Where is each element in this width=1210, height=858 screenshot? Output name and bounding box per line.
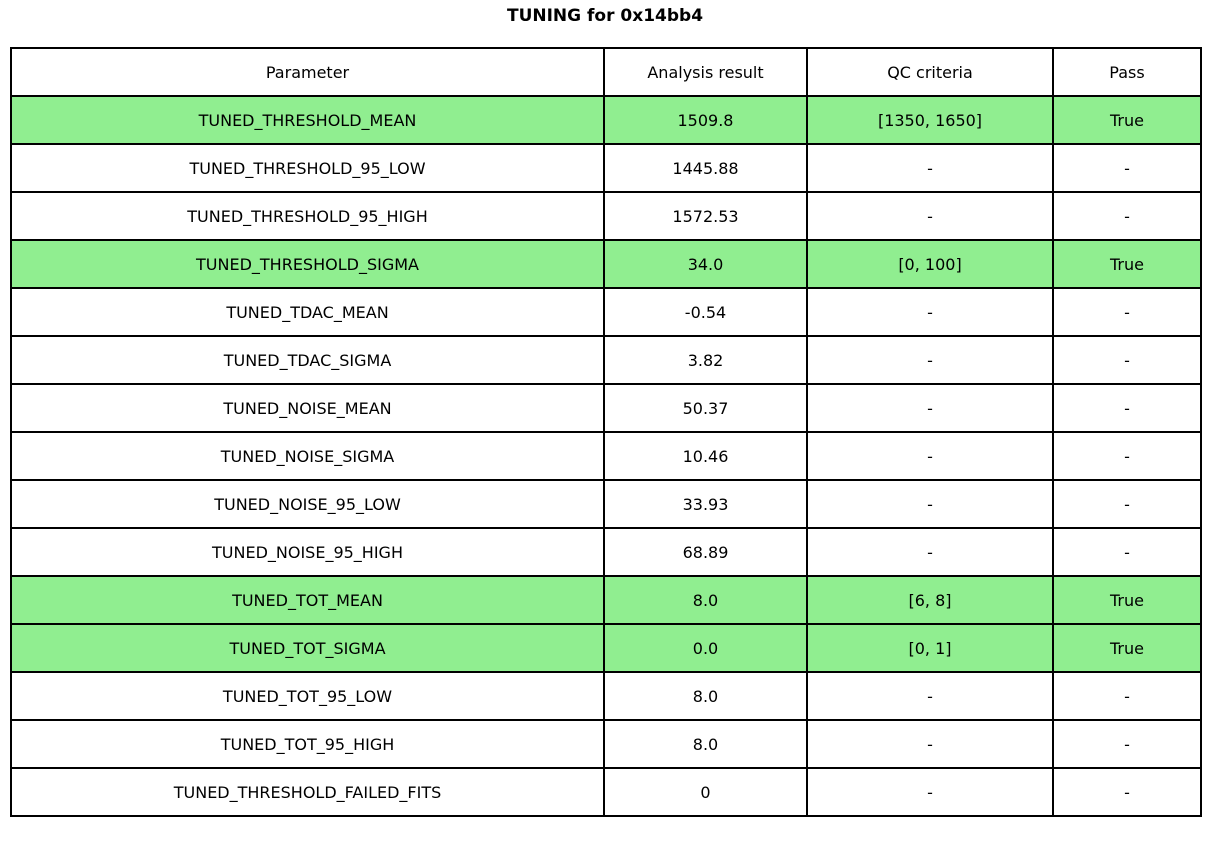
cell-parameter: TUNED_NOISE_MEAN [11, 384, 604, 432]
cell-criteria: - [807, 336, 1053, 384]
cell-result: 34.0 [604, 240, 807, 288]
cell-parameter: TUNED_THRESHOLD_FAILED_FITS [11, 768, 604, 816]
cell-result: -0.54 [604, 288, 807, 336]
cell-pass: - [1053, 672, 1201, 720]
cell-pass: - [1053, 144, 1201, 192]
cell-criteria: - [807, 384, 1053, 432]
table-row [11, 576, 1201, 624]
cell-parameter: TUNED_TOT_95_LOW [11, 672, 604, 720]
table-row [11, 624, 1201, 672]
cell-result: 8.0 [604, 720, 807, 768]
column-header-qc-criteria: QC criteria [807, 48, 1053, 96]
cell-criteria: - [807, 672, 1053, 720]
cell-parameter: TUNED_TOT_SIGMA [11, 624, 604, 672]
cell-criteria: - [807, 480, 1053, 528]
cell-pass: - [1053, 768, 1201, 816]
cell-result: 1572.53 [604, 192, 807, 240]
cell-pass: - [1053, 528, 1201, 576]
table-row [11, 144, 1201, 192]
cell-result: 68.89 [604, 528, 807, 576]
cell-criteria: - [807, 432, 1053, 480]
cell-criteria: - [807, 528, 1053, 576]
cell-result: 8.0 [604, 576, 807, 624]
cell-pass: True [1053, 240, 1201, 288]
cell-pass: - [1053, 336, 1201, 384]
cell-parameter: TUNED_TDAC_MEAN [11, 288, 604, 336]
qc-table [10, 47, 1202, 817]
cell-pass: - [1053, 288, 1201, 336]
cell-result: 33.93 [604, 480, 807, 528]
cell-result: 1509.8 [604, 96, 807, 144]
cell-parameter: TUNED_TOT_MEAN [11, 576, 604, 624]
cell-criteria: - [807, 768, 1053, 816]
cell-criteria: - [807, 288, 1053, 336]
cell-pass: - [1053, 384, 1201, 432]
cell-criteria: [0, 1] [807, 624, 1053, 672]
cell-result: 10.46 [604, 432, 807, 480]
column-header-parameter: Parameter [11, 48, 604, 96]
table-row [11, 672, 1201, 720]
cell-result: 50.37 [604, 384, 807, 432]
cell-parameter: TUNED_NOISE_95_LOW [11, 480, 604, 528]
table-row [11, 240, 1201, 288]
cell-pass: - [1053, 480, 1201, 528]
table-row [11, 432, 1201, 480]
cell-parameter: TUNED_THRESHOLD_95_LOW [11, 144, 604, 192]
table-row [11, 720, 1201, 768]
cell-result: 1445.88 [604, 144, 807, 192]
cell-result: 8.0 [604, 672, 807, 720]
cell-result: 0.0 [604, 624, 807, 672]
cell-criteria: [6, 8] [807, 576, 1053, 624]
cell-pass: - [1053, 432, 1201, 480]
table-header-row [11, 48, 1201, 96]
table-row [11, 528, 1201, 576]
cell-criteria: [0, 100] [807, 240, 1053, 288]
table-row [11, 96, 1201, 144]
cell-parameter: TUNED_NOISE_95_HIGH [11, 528, 604, 576]
cell-pass: - [1053, 720, 1201, 768]
cell-parameter: TUNED_THRESHOLD_SIGMA [11, 240, 604, 288]
cell-pass: True [1053, 624, 1201, 672]
table-row [11, 480, 1201, 528]
cell-criteria: - [807, 720, 1053, 768]
cell-parameter: TUNED_THRESHOLD_MEAN [11, 96, 604, 144]
table-row [11, 384, 1201, 432]
table-row [11, 768, 1201, 816]
table-row [11, 192, 1201, 240]
cell-pass: - [1053, 192, 1201, 240]
cell-criteria: - [807, 144, 1053, 192]
table-body [11, 96, 1201, 816]
table-row [11, 288, 1201, 336]
cell-parameter: TUNED_THRESHOLD_95_HIGH [11, 192, 604, 240]
table-row [11, 336, 1201, 384]
cell-pass: True [1053, 576, 1201, 624]
cell-criteria: - [807, 192, 1053, 240]
cell-criteria: [1350, 1650] [807, 96, 1053, 144]
cell-parameter: TUNED_TDAC_SIGMA [11, 336, 604, 384]
column-header-pass: Pass [1053, 48, 1201, 96]
column-header-analysis-result: Analysis result [604, 48, 807, 96]
cell-parameter: TUNED_TOT_95_HIGH [11, 720, 604, 768]
cell-parameter: TUNED_NOISE_SIGMA [11, 432, 604, 480]
cell-pass: True [1053, 96, 1201, 144]
chart-title: TUNING for 0x14bb4 [506, 6, 704, 26]
cell-result: 3.82 [604, 336, 807, 384]
cell-result: 0 [604, 768, 807, 816]
